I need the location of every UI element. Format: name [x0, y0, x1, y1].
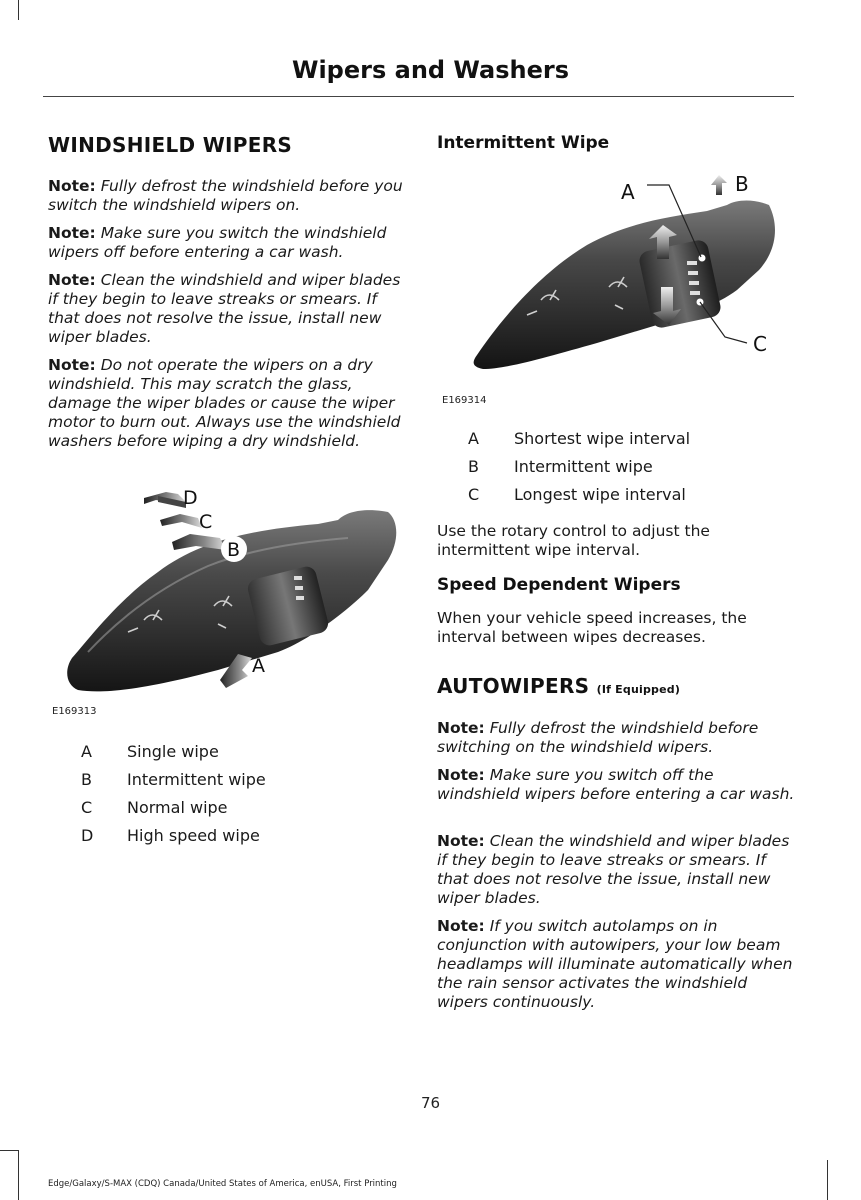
note [48, 356, 404, 451]
legend-value: Normal wipe [127, 798, 228, 817]
legend-value: Intermittent wipe [514, 457, 653, 476]
crop-mark [18, 1150, 19, 1200]
note-label: Note: [437, 766, 485, 784]
callout-arrow-b [711, 175, 727, 195]
legend-row [81, 798, 381, 820]
note-text: Clean the windshield and wiper blades if they begin to leave streaks or smears. If that does not resolve the issue, install new wiper blades. [437, 832, 790, 907]
note-label: Note: [437, 719, 485, 737]
speed-dependent-title: Speed Dependent Wipers [437, 575, 681, 595]
note [48, 271, 404, 347]
legend-key: A [468, 429, 479, 448]
windshield-wipers-title: WINDSHIELD WIPERS [48, 133, 293, 157]
legend-key: C [468, 485, 480, 504]
note [437, 917, 795, 1012]
legend-key: B [468, 457, 479, 476]
note-label: Note: [48, 271, 96, 289]
header-rule [43, 96, 794, 97]
note [437, 766, 795, 804]
intermittent-wipe-title: Intermittent Wipe [437, 133, 610, 153]
note-text: Fully defrost the windshield before you switch the windshield wipers on. [48, 177, 403, 214]
page-number: 76 [420, 1094, 441, 1112]
legend-key: A [81, 742, 92, 761]
crop-mark [18, 0, 19, 20]
legend-key: C [81, 798, 93, 817]
legend-row [468, 485, 788, 507]
legend-key: D [81, 826, 94, 845]
legend-value: Shortest wipe interval [514, 429, 691, 448]
legend-value: Single wipe [127, 742, 219, 761]
crop-mark [0, 1150, 18, 1151]
callout-a-label: A [252, 655, 265, 677]
note-label: Note: [437, 917, 485, 935]
intermittent-wipe-figure [437, 165, 797, 400]
legend-value: Longest wipe interval [514, 485, 686, 504]
note-label: Note: [48, 356, 96, 374]
legend-row [81, 770, 381, 792]
callout-d-label: D [183, 487, 198, 509]
wiper-stalk-figure [48, 480, 404, 725]
legend-value: Intermittent wipe [127, 770, 266, 789]
speed-paragraph: When your vehicle speed increases, the interval between wipes decreases. [437, 609, 747, 646]
legend-key: B [81, 770, 92, 789]
autowipers-title [437, 674, 680, 698]
figure-code: E169313 [52, 706, 97, 717]
note-text: Do not operate the wipers on a dry windshield. This may scratch the glass, damage the wiper blades or cause the wiper motor to burn out. Always use the windshield washers before wiping a dry windshield. [48, 356, 401, 450]
note [437, 832, 795, 908]
callout-b-label: B [227, 539, 241, 561]
callout-a-label: A [621, 180, 635, 204]
autowipers-title-text: AUTOWIPERS [437, 674, 590, 698]
legend-row [81, 826, 381, 848]
note-text: Clean the windshield and wiper blades if they begin to leave streaks or smears. If that does not resolve the issue, install new wiper blades. [48, 271, 401, 346]
if-equipped-tag: (If Equipped) [596, 683, 681, 696]
legend-row [468, 429, 788, 451]
note-label: Note: [48, 224, 96, 242]
note [48, 224, 404, 262]
footer-imprint: Edge/Galaxy/S-MAX (CDQ) Canada/United States of America, enUSA, First Printing [48, 1179, 397, 1189]
legend-row [468, 457, 788, 479]
legend-value: High speed wipe [127, 826, 260, 845]
note-label: Note: [437, 832, 485, 850]
callout-arrow-b [172, 534, 226, 550]
figure-code: E169314 [442, 395, 487, 406]
note-text: Fully defrost the windshield before switching on the windshield wipers. [437, 719, 759, 756]
callout-b-label: B [735, 172, 749, 196]
note [48, 177, 404, 215]
callout-c-label: C [753, 332, 767, 356]
note-text: Make sure you switch off the windshield wipers before entering a car wash. [437, 766, 795, 803]
marker-dot-a [699, 255, 706, 262]
note-text: Make sure you switch the windshield wipers off before entering a car wash. [48, 224, 387, 261]
crop-mark [827, 1160, 828, 1200]
note [437, 719, 795, 757]
note-text: If you switch autolamps on in conjunction with autowipers, your low beam headlamps will illuminate automatically when the rain sensor activates the windshield wipers continuously. [437, 917, 793, 1011]
rotary-paragraph: Use the rotary control to adjust the intermittent wipe interval. [437, 522, 710, 559]
callout-arrow-c [160, 514, 202, 528]
legend-row [81, 742, 381, 764]
note-label: Note: [48, 177, 96, 195]
page-header: Wipers and Washers [291, 56, 570, 84]
callout-c-label: C [199, 511, 213, 533]
